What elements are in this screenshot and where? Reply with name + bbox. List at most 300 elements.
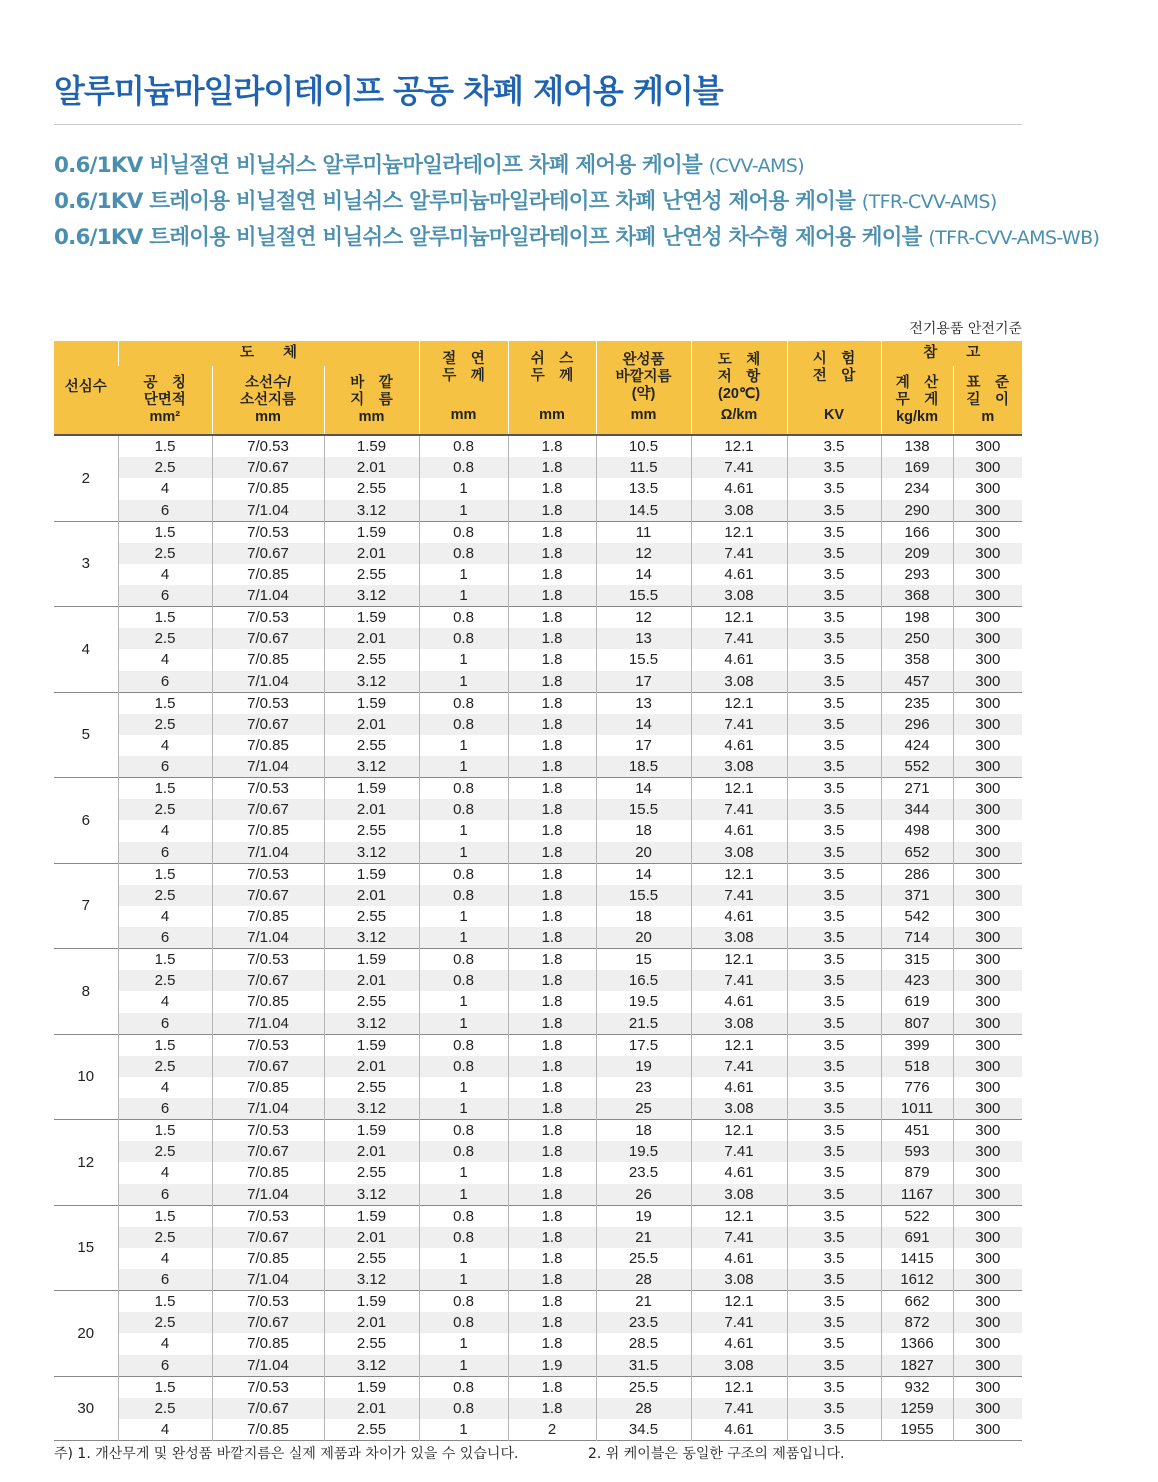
table-cell: 3.5 <box>787 1419 881 1441</box>
table-cell: 7/0.67 <box>212 543 324 564</box>
table-cell: 15.5 <box>596 649 691 670</box>
table-cell: 1.8 <box>508 1398 596 1419</box>
table-cell: 1.8 <box>508 1056 596 1077</box>
table-cell: 23 <box>596 1077 691 1098</box>
table-cell: 1 <box>419 735 508 756</box>
standard-note: 전기용품 안전기준 <box>909 321 1022 337</box>
table-body <box>54 435 1022 1440</box>
table-cell: 2.55 <box>324 820 419 841</box>
table-row <box>54 1291 1022 1313</box>
cores-cell: 6 <box>54 778 118 864</box>
table-cell: 7/0.53 <box>212 1291 324 1313</box>
table-cell: 3.5 <box>787 756 881 778</box>
table-row <box>54 1120 1022 1142</box>
table-cell: 4.61 <box>691 1333 787 1354</box>
table-cell: 3.5 <box>787 1248 881 1269</box>
table-cell: 3.5 <box>787 1398 881 1419</box>
table-row <box>54 885 1022 906</box>
table-cell: 932 <box>881 1376 953 1398</box>
table-cell: 1.5 <box>118 692 212 714</box>
table-cell: 457 <box>881 671 953 693</box>
table-cell: 3.12 <box>324 756 419 778</box>
table-cell: 3.12 <box>324 1355 419 1377</box>
table-cell: 4.61 <box>691 1248 787 1269</box>
table-cell: 7/0.85 <box>212 1419 324 1441</box>
table-cell: 3.5 <box>787 1098 881 1120</box>
table-cell: 3.5 <box>787 714 881 735</box>
cores-cell: 15 <box>54 1205 118 1291</box>
table-cell: 1.8 <box>508 478 596 499</box>
table-cell: 1.8 <box>508 1034 596 1056</box>
table-cell: 3.08 <box>691 585 787 607</box>
table-cell: 3.5 <box>787 649 881 670</box>
table-cell: 1.8 <box>508 885 596 906</box>
table-cell: 271 <box>881 778 953 800</box>
table-cell: 3.08 <box>691 1184 787 1206</box>
table-cell: 1.8 <box>508 842 596 864</box>
table-row <box>54 778 1022 800</box>
table-cell: 7/1.04 <box>212 1098 324 1120</box>
table-cell: 300 <box>953 949 1022 971</box>
table-cell: 7/1.04 <box>212 842 324 864</box>
table-cell: 14 <box>596 778 691 800</box>
table-cell: 399 <box>881 1034 953 1056</box>
table-cell: 14 <box>596 714 691 735</box>
table-cell: 1.8 <box>508 735 596 756</box>
table-cell: 300 <box>953 842 1022 864</box>
table-cell: 7/0.85 <box>212 1248 324 1269</box>
table-cell: 3.08 <box>691 1355 787 1377</box>
page-title: 알루미늄마일라이테이프 공동 차폐 제어용 케이블 <box>54 72 723 110</box>
table-cell: 300 <box>953 1355 1022 1377</box>
header-insulation: 절 연 두 께 mm <box>419 341 508 435</box>
table-cell: 2.55 <box>324 1333 419 1354</box>
table-cell: 3.5 <box>787 457 881 478</box>
table-cell: 7/0.53 <box>212 1120 324 1142</box>
table-cell: 3.08 <box>691 1269 787 1291</box>
table-cell: 1.59 <box>324 692 419 714</box>
table-cell: 3.5 <box>787 478 881 499</box>
table-cell: 300 <box>953 649 1022 670</box>
table-cell: 3.12 <box>324 842 419 864</box>
table-cell: 3.5 <box>787 1141 881 1162</box>
table-cell: 0.8 <box>419 628 508 649</box>
table-cell: 1.8 <box>508 500 596 522</box>
cores-cell: 3 <box>54 521 118 607</box>
table-cell: 15 <box>596 949 691 971</box>
table-cell: 1 <box>419 820 508 841</box>
table-row <box>54 1077 1022 1098</box>
table-cell: 15.5 <box>596 799 691 820</box>
table-cell: 3.5 <box>787 500 881 522</box>
table-cell: 7/0.67 <box>212 628 324 649</box>
table-cell: 1.8 <box>508 820 596 841</box>
table-cell: 879 <box>881 1162 953 1183</box>
table-cell: 2.5 <box>118 1227 212 1248</box>
table-cell: 20 <box>596 927 691 949</box>
table-cell: 4.61 <box>691 820 787 841</box>
table-cell: 6 <box>118 842 212 864</box>
table-row <box>54 842 1022 864</box>
table-cell: 3.5 <box>787 671 881 693</box>
table-cell: 12 <box>596 543 691 564</box>
table-cell: 7/1.04 <box>212 756 324 778</box>
table-cell: 300 <box>953 435 1022 457</box>
table-cell: 2.01 <box>324 543 419 564</box>
table-cell: 1 <box>419 649 508 670</box>
table-cell: 4.61 <box>691 735 787 756</box>
title-divider <box>54 124 1022 125</box>
table-cell: 2 <box>508 1419 596 1441</box>
table-row <box>54 649 1022 670</box>
header-resistance: 도 체 저 항 (20℃) Ω/km <box>691 341 787 435</box>
table-cell: 0.8 <box>419 1141 508 1162</box>
table-row <box>54 1184 1022 1206</box>
table-cell: 1.8 <box>508 671 596 693</box>
cores-cell: 10 <box>54 1034 118 1120</box>
table-cell: 300 <box>953 1291 1022 1313</box>
table-cell: 14.5 <box>596 500 691 522</box>
table-cell: 6 <box>118 927 212 949</box>
table-cell: 21 <box>596 1291 691 1313</box>
table-cell: 6 <box>118 1098 212 1120</box>
table-cell: 3.5 <box>787 543 881 564</box>
table-row <box>54 457 1022 478</box>
table-cell: 1.8 <box>508 649 596 670</box>
table-cell: 1.59 <box>324 1291 419 1313</box>
table-cell: 12.1 <box>691 949 787 971</box>
table-cell: 1.8 <box>508 521 596 543</box>
table-cell: 3.12 <box>324 671 419 693</box>
table-cell: 1011 <box>881 1098 953 1120</box>
table-cell: 1167 <box>881 1184 953 1206</box>
table-cell: 0.8 <box>419 435 508 457</box>
table-cell: 3.5 <box>787 1269 881 1291</box>
table-cell: 12 <box>596 607 691 629</box>
table-cell: 3.5 <box>787 906 881 927</box>
table-cell: 4 <box>118 1419 212 1441</box>
table-cell: 300 <box>953 671 1022 693</box>
table-cell: 6 <box>118 1355 212 1377</box>
table-cell: 498 <box>881 820 953 841</box>
table-cell: 4 <box>118 735 212 756</box>
table-cell: 25.5 <box>596 1376 691 1398</box>
table-cell: 1 <box>419 1184 508 1206</box>
table-row <box>54 564 1022 585</box>
table-cell: 1.8 <box>508 799 596 820</box>
table-cell: 7/0.85 <box>212 820 324 841</box>
table-cell: 593 <box>881 1141 953 1162</box>
table-row <box>54 714 1022 735</box>
table-cell: 300 <box>953 500 1022 522</box>
table-cell: 0.8 <box>419 543 508 564</box>
table-cell: 0.8 <box>419 1227 508 1248</box>
subtitle-tfr-cvv-ams <box>54 184 1034 220</box>
table-cell: 0.8 <box>419 885 508 906</box>
cores-cell: 2 <box>54 435 118 521</box>
table-cell: 7.41 <box>691 1227 787 1248</box>
table-cell: 12.1 <box>691 1120 787 1142</box>
table-cell: 3.5 <box>787 1184 881 1206</box>
table-cell: 1.8 <box>508 692 596 714</box>
header-length: 표 준 길 이 m <box>953 366 1022 435</box>
table-cell: 7/0.85 <box>212 1333 324 1354</box>
table-cell: 2.01 <box>324 1056 419 1077</box>
table-row <box>54 1333 1022 1354</box>
table-cell: 300 <box>953 1077 1022 1098</box>
table-cell: 300 <box>953 1248 1022 1269</box>
table-cell: 1 <box>419 1077 508 1098</box>
table-cell: 2.01 <box>324 1227 419 1248</box>
table-cell: 2.55 <box>324 735 419 756</box>
table-cell: 714 <box>881 927 953 949</box>
table-cell: 371 <box>881 885 953 906</box>
subtitle-code: (TFR-CVV-AMS-WB) <box>928 227 1100 249</box>
table-cell: 1.8 <box>508 1333 596 1354</box>
table-cell: 300 <box>953 1419 1022 1441</box>
table-cell: 451 <box>881 1120 953 1142</box>
table-cell: 3.5 <box>787 735 881 756</box>
table-cell: 12.1 <box>691 607 787 629</box>
table-cell: 7/0.85 <box>212 906 324 927</box>
table-cell: 3.12 <box>324 1184 419 1206</box>
table-cell: 300 <box>953 1312 1022 1333</box>
table-cell: 3.5 <box>787 1376 881 1398</box>
table-cell: 518 <box>881 1056 953 1077</box>
table-cell: 20 <box>596 842 691 864</box>
spec-table <box>54 341 1022 1441</box>
table-cell: 15.5 <box>596 585 691 607</box>
table-cell: 11 <box>596 521 691 543</box>
table-cell: 3.5 <box>787 628 881 649</box>
table-cell: 7/0.53 <box>212 863 324 885</box>
table-cell: 3.12 <box>324 1269 419 1291</box>
table-cell: 1259 <box>881 1398 953 1419</box>
table-row <box>54 1419 1022 1441</box>
table-cell: 7/0.85 <box>212 1162 324 1183</box>
table-cell: 1.8 <box>508 607 596 629</box>
header-sheath: 쉬 스 두 께 mm <box>508 341 596 435</box>
table-cell: 300 <box>953 1034 1022 1056</box>
table-cell: 3.5 <box>787 521 881 543</box>
table-cell: 3.12 <box>324 1098 419 1120</box>
table-cell: 4 <box>118 478 212 499</box>
table-cell: 7/0.67 <box>212 1398 324 1419</box>
table-cell: 198 <box>881 607 953 629</box>
table-cell: 4 <box>118 1077 212 1098</box>
table-cell: 1.8 <box>508 1376 596 1398</box>
table-cell: 26 <box>596 1184 691 1206</box>
table-cell: 300 <box>953 885 1022 906</box>
table-cell: 300 <box>953 778 1022 800</box>
footnote <box>54 1443 1022 1463</box>
footnote-2: 2. 위 케이블은 동일한 구조의 제품입니다. <box>588 1446 845 1462</box>
table-cell: 4.61 <box>691 991 787 1012</box>
table-cell: 3.5 <box>787 564 881 585</box>
table-cell: 235 <box>881 692 953 714</box>
table-row <box>54 927 1022 949</box>
table-cell: 358 <box>881 649 953 670</box>
table-cell: 7/0.67 <box>212 1312 324 1333</box>
table-cell: 300 <box>953 756 1022 778</box>
cores-cell: 20 <box>54 1291 118 1377</box>
table-cell: 1.8 <box>508 714 596 735</box>
table-cell: 1 <box>419 1248 508 1269</box>
table-cell: 31.5 <box>596 1355 691 1377</box>
table-cell: 1.8 <box>508 1141 596 1162</box>
table-cell: 0.8 <box>419 949 508 971</box>
header-weight: 계 산 무 게 kg/km <box>881 366 953 435</box>
table-cell: 1.8 <box>508 435 596 457</box>
table-cell: 3.5 <box>787 1056 881 1077</box>
table-cell: 300 <box>953 1098 1022 1120</box>
table-cell: 7.41 <box>691 1312 787 1333</box>
table-cell: 1.5 <box>118 778 212 800</box>
table-cell: 25 <box>596 1098 691 1120</box>
table-row <box>54 799 1022 820</box>
table-cell: 2.55 <box>324 1077 419 1098</box>
table-cell: 0.8 <box>419 1291 508 1313</box>
table-cell: 19 <box>596 1056 691 1077</box>
table-cell: 6 <box>118 500 212 522</box>
table-cell: 1.5 <box>118 1376 212 1398</box>
table-cell: 12.1 <box>691 1291 787 1313</box>
table-row <box>54 1205 1022 1227</box>
table-cell: 1.5 <box>118 521 212 543</box>
table-cell: 23.5 <box>596 1162 691 1183</box>
cores-cell: 12 <box>54 1120 118 1206</box>
table-cell: 0.8 <box>419 1376 508 1398</box>
table-cell: 300 <box>953 799 1022 820</box>
table-cell: 344 <box>881 799 953 820</box>
table-cell: 1.5 <box>118 607 212 629</box>
table-cell: 3.12 <box>324 927 419 949</box>
table-row <box>54 970 1022 991</box>
table-cell: 7.41 <box>691 457 787 478</box>
table-row <box>54 756 1022 778</box>
table-cell: 3.5 <box>787 778 881 800</box>
table-cell: 3.5 <box>787 1013 881 1035</box>
table-cell: 0.8 <box>419 1205 508 1227</box>
table-cell: 6 <box>118 1013 212 1035</box>
table-cell: 315 <box>881 949 953 971</box>
table-cell: 7/0.67 <box>212 970 324 991</box>
table-cell: 1.9 <box>508 1355 596 1377</box>
table-cell: 300 <box>953 585 1022 607</box>
table-cell: 3.5 <box>787 1227 881 1248</box>
table-cell: 2.01 <box>324 1141 419 1162</box>
table-cell: 4 <box>118 649 212 670</box>
table-cell: 0.8 <box>419 778 508 800</box>
table-cell: 7.41 <box>691 628 787 649</box>
table-cell: 0.8 <box>419 1120 508 1142</box>
table-cell: 300 <box>953 478 1022 499</box>
table-cell: 300 <box>953 692 1022 714</box>
table-cell: 300 <box>953 1398 1022 1419</box>
table-cell: 4 <box>118 564 212 585</box>
table-row <box>54 1034 1022 1056</box>
table-cell: 3.5 <box>787 1355 881 1377</box>
table-cell: 1.8 <box>508 1162 596 1183</box>
table-cell: 250 <box>881 628 953 649</box>
table-cell: 300 <box>953 1056 1022 1077</box>
table-cell: 2.5 <box>118 543 212 564</box>
table-cell: 3.08 <box>691 927 787 949</box>
table-cell: 1.8 <box>508 1205 596 1227</box>
table-cell: 3.12 <box>324 500 419 522</box>
table-cell: 17.5 <box>596 1034 691 1056</box>
table-cell: 4.61 <box>691 1419 787 1441</box>
table-cell: 6 <box>118 585 212 607</box>
table-cell: 4 <box>118 1162 212 1183</box>
table-cell: 23.5 <box>596 1312 691 1333</box>
table-cell: 0.8 <box>419 799 508 820</box>
table-cell: 300 <box>953 906 1022 927</box>
table-cell: 7/0.67 <box>212 1141 324 1162</box>
table-cell: 2.01 <box>324 970 419 991</box>
table-cell: 7.41 <box>691 1398 787 1419</box>
table-cell: 293 <box>881 564 953 585</box>
table-cell: 7/0.53 <box>212 435 324 457</box>
table-row <box>54 607 1022 629</box>
table-cell: 3.5 <box>787 863 881 885</box>
table-cell: 1 <box>419 1333 508 1354</box>
table-cell: 7.41 <box>691 1141 787 1162</box>
table-row <box>54 1227 1022 1248</box>
table-header <box>54 341 1022 435</box>
table-cell: 286 <box>881 863 953 885</box>
table-cell: 1.8 <box>508 756 596 778</box>
table-cell: 0.8 <box>419 1056 508 1077</box>
table-cell: 1.5 <box>118 863 212 885</box>
header-strand: 소선수/ 소선지름 mm <box>212 366 324 435</box>
table-cell: 3.5 <box>787 949 881 971</box>
table-cell: 7/0.85 <box>212 478 324 499</box>
table-cell: 2.5 <box>118 457 212 478</box>
table-cell: 296 <box>881 714 953 735</box>
table-cell: 2.55 <box>324 1248 419 1269</box>
table-cell: 15.5 <box>596 885 691 906</box>
table-cell: 776 <box>881 1077 953 1098</box>
table-row <box>54 1056 1022 1077</box>
table-cell: 619 <box>881 991 953 1012</box>
table-cell: 1.8 <box>508 778 596 800</box>
table-cell: 12.1 <box>691 692 787 714</box>
header-outer-diameter: 완성품 바깥지름 (약) mm <box>596 341 691 435</box>
table-row <box>54 500 1022 522</box>
table-cell: 7/0.67 <box>212 714 324 735</box>
table-cell: 423 <box>881 970 953 991</box>
table-cell: 3.5 <box>787 435 881 457</box>
table-cell: 7/0.67 <box>212 1227 324 1248</box>
table-cell: 4 <box>118 1333 212 1354</box>
header-conductor: 도 체 <box>118 341 419 366</box>
table-cell: 1955 <box>881 1419 953 1441</box>
table-cell: 1 <box>419 1355 508 1377</box>
table-cell: 17 <box>596 735 691 756</box>
table-cell: 13.5 <box>596 478 691 499</box>
table-cell: 3.5 <box>787 692 881 714</box>
table-cell: 2.5 <box>118 628 212 649</box>
table-cell: 2.55 <box>324 1419 419 1441</box>
table-cell: 2.55 <box>324 564 419 585</box>
header-conductor-diameter: 바 깥 지 름 mm <box>324 366 419 435</box>
table-cell: 2.5 <box>118 799 212 820</box>
table-cell: 300 <box>953 564 1022 585</box>
table-cell: 2.5 <box>118 1312 212 1333</box>
table-cell: 424 <box>881 735 953 756</box>
table-cell: 7/0.53 <box>212 1034 324 1056</box>
